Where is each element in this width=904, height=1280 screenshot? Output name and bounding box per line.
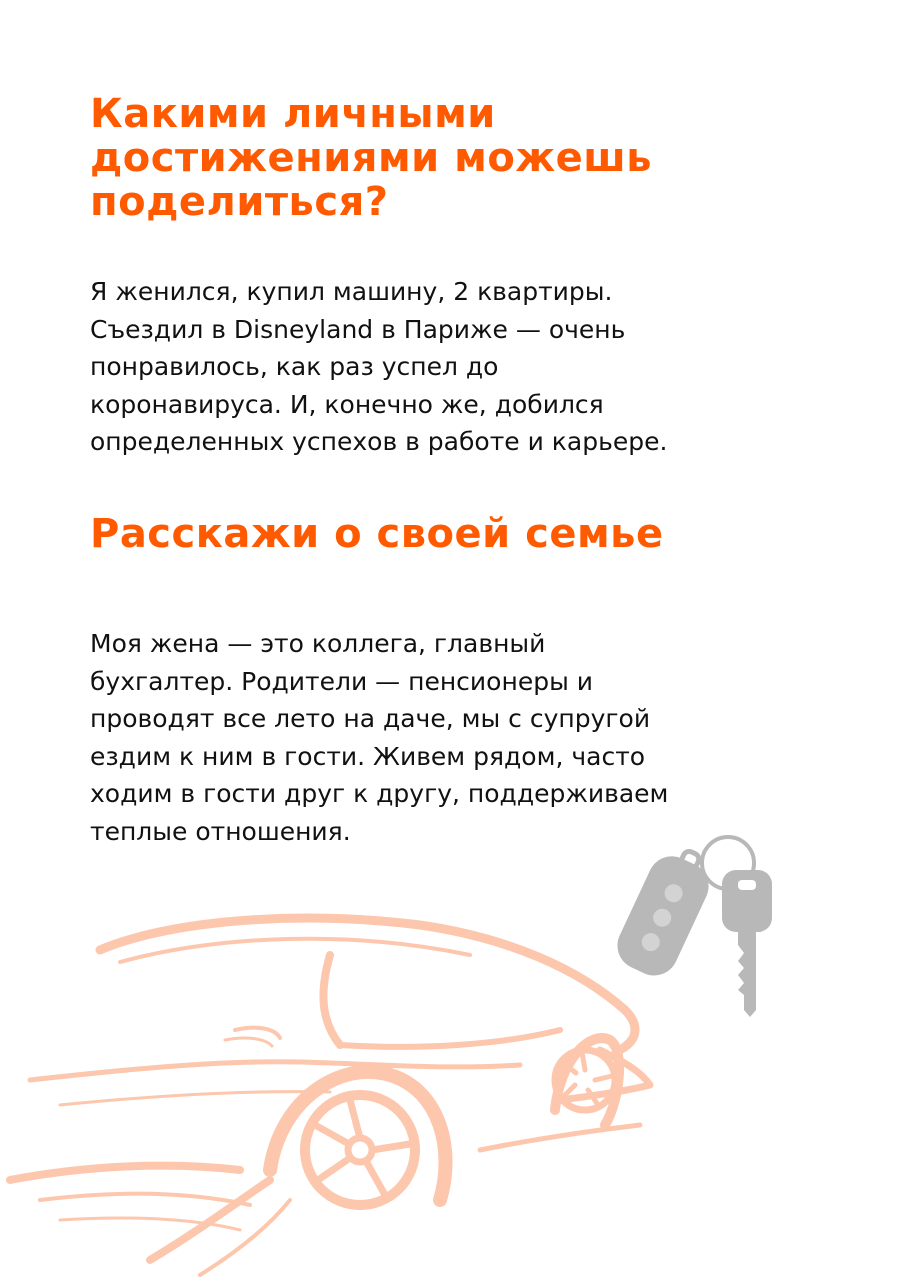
car-keys-illustration xyxy=(600,825,800,1025)
answer-line: коронавируса. И, конечно же, добился xyxy=(90,389,604,419)
family-answer xyxy=(90,625,668,850)
answer-line: Моя жена — это коллега, главный xyxy=(90,629,546,658)
answer-line: теплые отношения. xyxy=(90,816,351,846)
achievements-heading-line: Какими личными xyxy=(90,91,496,137)
answer-line: Съездил в Disneyland в Париже — очень xyxy=(90,314,626,344)
car-sketch-illustration xyxy=(0,900,700,1280)
achievements-heading-line: поделиться? xyxy=(90,179,389,225)
achievements-heading xyxy=(90,92,652,224)
answer-line: ездим к ним в гости. Живем рядом, часто xyxy=(90,741,646,771)
answer-line: Я женился, купил машину, 2 квартиры. xyxy=(90,277,613,306)
answer-line: проводят все лето на даче, мы с супругой xyxy=(90,704,651,733)
family-heading: Расскажи о своей семье xyxy=(90,511,664,557)
answer-line: бухгалтер. Родители — пенсионеры и xyxy=(90,666,594,696)
achievements-answer xyxy=(90,273,667,461)
answer-line: понравилось, как раз успел до xyxy=(90,352,499,381)
achievements-heading-line: достижениями можешь xyxy=(90,135,653,181)
answer-line: определенных успехов в работе и карьере. xyxy=(90,427,668,456)
answer-line: ходим в гости друг к другу, поддерживаем xyxy=(90,779,669,808)
